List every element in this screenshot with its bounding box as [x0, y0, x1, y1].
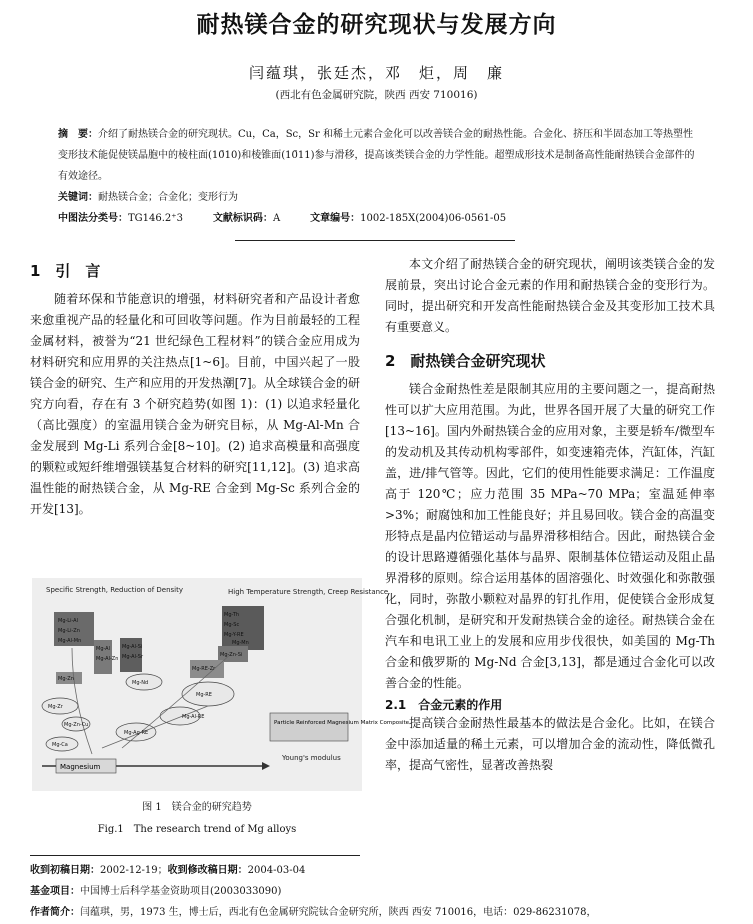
received-date: 2002-12-19；: [100, 865, 168, 876]
alloy-label: Mg-Zn-Si: [220, 652, 243, 658]
section-2-paragraph: 镁合金耐热性差是限制其应用的主要问题之一，提高耐热性可以扩大应用范围。为此，世界各国开展了大量的研究工作[13~16]。国内外耐热镁合金的应用对象，主要是轿车/微型车的发动机及其传动机构零部件，如变速箱壳体，汽缸体，汽缸盖，进/排气管等。因此，它们的使用性能要求满足：工作温度高于 120℃；应力范围 35 MPa~70 MPa；室温延伸率>3%；耐腐蚀和加工性能良好；并且易回收。镁合金的高温变形特点是晶内位错运动与晶界滑移相结合。因此，耐热镁合金的设计思路遵循强化基体与晶界、限制基体位错运动及阻止晶界滑移的原则。综合运用基体的固溶强化、时效强化和弥散强化，同时，弥散小颗粒对晶界的钉扎作用，促使镁合金形成复合强化机制，是研究和开发耐热镁合金的途径。耐热镁合金在汽车和电讯工业上的发展和应用步伐很快，如美国的 Mg-Th 合金和俄罗斯的 Mg-Nd 合金[3,13]，都是通过合金化可以改善合金的性能。: [385, 382, 716, 690]
revised-label: 收到修改稿日期：: [167, 865, 248, 876]
alloy-label: Mg-RE-Zr: [192, 666, 216, 672]
alloy-label: Mg-RE: [196, 692, 212, 698]
alloy-label: Mg-Zn-Cu: [64, 722, 89, 728]
affiliation: (西北有色金属研究院，陕西 西安 710016): [275, 89, 478, 101]
funding: [30, 881, 730, 902]
right-column: [385, 254, 715, 776]
label-modulus: Young's modulus: [282, 754, 341, 762]
classification-line: [58, 208, 696, 229]
alloy-label: Mg-Zn: [58, 676, 74, 682]
clc-code: [58, 208, 183, 229]
funding-label: 基金项目：: [30, 886, 80, 897]
alloy-label: Mg-Al: [96, 646, 110, 652]
article-number: [310, 208, 506, 229]
alloy-label: Mg-Nd: [132, 680, 149, 686]
alloy-label: Mg-Al-Mn: [58, 638, 82, 644]
funding-text: 中国博士后科学基金资助项目(2003033090): [80, 886, 282, 897]
doc-value: A: [272, 213, 281, 224]
alloy-label: Mg-Al-Si: [122, 644, 143, 650]
article-value: 1002-185X(2004)06-0561-05: [360, 213, 507, 224]
received-dates: [30, 860, 730, 881]
alloy-label: Mg-Th: [224, 612, 240, 618]
doc-code: [213, 208, 280, 229]
section-1: [30, 260, 360, 520]
keywords-text: 耐热镁合金；合金化；变形行为: [98, 192, 238, 203]
alloy-label: Mg-Al-Sr: [122, 654, 144, 660]
abstract: [58, 124, 696, 187]
figure-1: [32, 578, 410, 791]
footnote-rule: [30, 855, 360, 856]
intro-paragraph: 本文介绍了耐热镁合金的研究现状，阐明该类镁合金的发展前景，突出讨论合金元素的作用和耐热镁合金的变形行为。同时，提出研究和开发高性能耐热镁合金及其变形加工技术具有重要意义。: [385, 257, 715, 334]
label-left: Specific Strength, Reduction of Density: [46, 586, 184, 594]
doc-label: 文献标识码：: [212, 213, 273, 224]
label-base: Magnesium: [60, 763, 101, 771]
article-label: 文章编号：: [310, 213, 361, 224]
bio-label: 作者简介：: [30, 907, 80, 918]
label-right: High Temperature Strength, Creep Resistance: [228, 588, 389, 596]
alloy-label: Mg-Sc: [224, 622, 240, 628]
alloy-label: Mg-Li-Zn: [58, 628, 80, 634]
footnote: [30, 860, 730, 923]
revised-date: 2004-03-04: [247, 865, 306, 876]
received-label: 收到初稿日期：: [30, 865, 100, 876]
header-rule: [235, 240, 515, 241]
label-composite: Particle Reinforced Magnesium Matrix Composite: [274, 720, 410, 726]
clc-value: TG146.2⁺3: [128, 213, 183, 224]
alloy-label: Mg-Ag-RE: [124, 730, 149, 736]
section-2-heading: 2 耐热镁合金研究现状: [385, 352, 546, 370]
figure-caption-en: Fig.1 The research trend of Mg alloys: [97, 824, 297, 835]
section-1-paragraph: 随着环保和节能意识的增强，材料研究者和产品设计者愈来愈重视产品的轻量化和可回收等问题。作为目前最轻的工程金属材料，被誉为“21 世纪绿色工程材料”的镁合金应用成为材料研究和应用界的关注热点[1~6]。目前，中国兴起了一股镁合金的研究、生产和应用的开发热潮[7]。从全球镁合金的研究方向看，存在有 3 个研究趋势(如图 1)：(1) 以追求轻量化（高比强度）的室温用镁合金为研究目标，从 Mg-Al-Mn 合金发展到 Mg-Li 系列合金[8~10]。(2) 追求高模量和高强度的颗粒或短纤维增强镁基复合材料的研究[11,12]。(3) 追求高温性能的耐热镁合金，从 Mg-RE 合金到 Mg-Sc 系列合金的开发[13]。: [30, 292, 360, 516]
alloy-label: Mg-Mn: [232, 640, 249, 646]
alloy-label: Mg-Al-Zn: [96, 656, 119, 662]
section-1-heading: 1 引 言: [30, 262, 101, 280]
author-bio: [30, 902, 730, 923]
bio-text: 闫蕴琪，男，1973 生，博士后，西北有色金属研究院钛合金研究所，陕西 西安 710016，电话：029-86231078，: [80, 907, 597, 918]
clc-label: 中图法分类号：: [58, 213, 128, 224]
abstract-block: [58, 124, 696, 229]
abstract-label: 摘 要：: [58, 129, 98, 140]
alloy-label: Mg-Zr: [48, 704, 63, 710]
trend-diagram: [32, 578, 410, 791]
abstract-text: 介绍了耐热镁合金的研究现状。Cu，Ca，Sc，Sr 和稀土元素合金化可以改善镁合金的耐热性能。合金化、挤压和半固态加工等热塑性变形技术能促使镁晶胞中的棱柱面(10̄10)和棱锥面(10̄11)参与滑移，提高该类镁合金的力学性能。超塑成形技术是制备高性能耐热镁合金部件的有效途径。: [58, 129, 695, 182]
alloy-label: Mg-Li-Al: [58, 618, 78, 624]
author-list: 闫蕴琪，张廷杰，邓 炬，周 廉: [248, 64, 504, 82]
alloy-label: Mg-Y-RE: [224, 632, 244, 638]
section-2-1-heading: 2.1 合金元素的作用: [385, 698, 503, 712]
section-2-1-paragraph: 提高镁合金耐热性最基本的做法是合金化。比如，在镁合金中添加适量的稀土元素，可以增加合金的流动性，降低微孔率，提高气密性，显著改善热裂: [385, 716, 715, 772]
keywords-label: 关键词：: [58, 192, 98, 203]
keywords: [58, 187, 696, 208]
figure-caption-cn: 图 1 镁合金的研究趋势: [142, 802, 252, 813]
paper-title: 耐热镁合金的研究现状与发展方向: [196, 12, 557, 38]
alloy-label: Mg-Ca: [52, 742, 68, 748]
alloy-label: Mg-Al-RE: [182, 714, 205, 720]
